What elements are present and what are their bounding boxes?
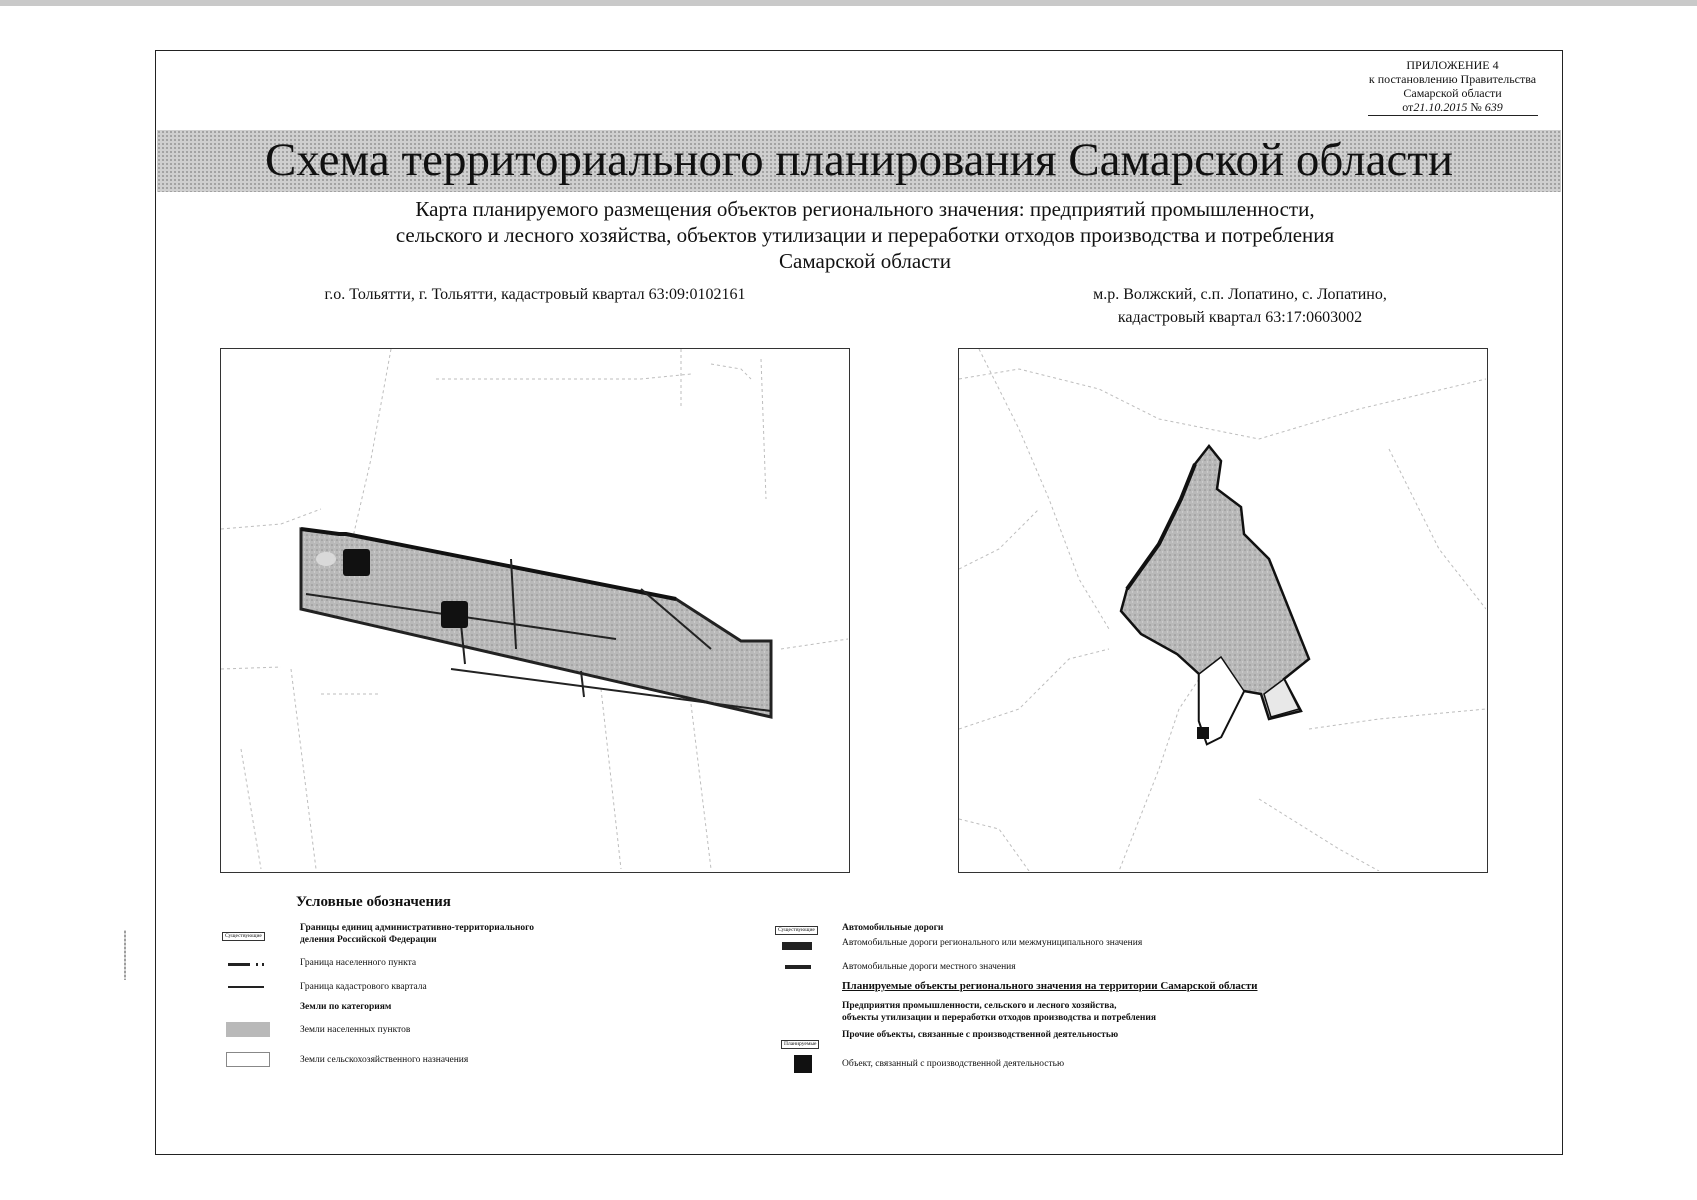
settlement-land-polygon [301,529,771,717]
cadastral-line [1309,709,1486,729]
map-subtitle [300,196,1430,274]
annex-line-2: к постановлению Правительства [1368,72,1537,86]
cadastral-line [781,639,848,649]
cadastral-line [1389,449,1486,609]
legend-admin-boundary-line-2: деления Российской Федерации [300,935,437,945]
subtitle-line-3: Самарской области [779,249,951,273]
legend-regional-roads-swatch [782,942,812,950]
legend-enterprises [842,1000,1156,1024]
settlement-area-tolyatti [301,529,771,717]
cadastral-line [221,509,321,529]
annex-date: 21.10.2015 [1413,100,1468,114]
cadastral-line [1259,799,1379,871]
legend-agricultural-lands: Земли сельскохозяйственного назначения [300,1055,469,1065]
annex-number: 639 [1484,100,1503,114]
cadastral-line [959,649,1109,729]
legend-title: Условные обозначения [296,894,451,910]
location-right-line-1: м.р. Волжский, с.п. Лопатино, с. Лопатино, [1093,286,1387,303]
settlement-area-lopatino [1121,446,1309,744]
subtitle-line-1: Карта планируемого размещения объектов регионального значения: предприятий промышленности, [415,197,1315,221]
cadastral-line [601,689,621,869]
legend-regional-roads: Автомобильные дороги регионального или межмуниципального значения [842,938,1143,948]
legend-settlement-lands-swatch [226,1022,270,1037]
legend-settlement-boundary: Граница населенного пункта [300,958,417,968]
legend-local-roads: Автомобильные дороги местного значения [842,962,1016,972]
annex-line-3: Самарской области [1403,86,1502,100]
cadastral-line [291,669,316,869]
annex-date-line [1340,100,1565,114]
subtitle-line-2: сельского и лесного хозяйства, объектов утилизации и переработки отходов производства и потребления [395,223,1335,247]
cadastral-line [241,749,261,869]
legend-cadastral-boundary-swatch [228,986,264,988]
cadastral-line [711,364,751,379]
location-right-line-2: кадастровый квартал 63:17:0603002 [1117,309,1363,326]
legend-other-objects: Прочие объекты, связанные с производственной деятельностью [842,1030,1119,1040]
annex-signature-rule [1368,115,1538,116]
cadastral-line [761,359,766,499]
production-object-marker [441,601,468,628]
legend-settlement-boundary-dot [262,963,264,966]
legend-production-object: Объект, связанный с производственной деятельностью [842,1059,1065,1069]
annex-number-prefix: № [1470,100,1482,114]
legend-settlement-lands: Земли населенных пунктов [300,1025,411,1035]
document-title: Схема территориального планирования Самарской области [264,134,1454,186]
legend-admin-boundary-line-1: Границы единиц административно-территориального [300,923,534,933]
annex-date-prefix: от [1402,100,1414,114]
location-caption-left: г.о. Тольятти, г. Тольятти, кадастровый квартал 63:09:0102161 [324,286,746,303]
legend-tag-existing-roads: Существующие [775,926,818,935]
legend-admin-boundary [300,922,534,946]
cadastral-line [979,349,1109,629]
legend-production-object-swatch [794,1055,812,1073]
cadastral-line [959,369,1486,439]
annex-header [1340,58,1565,116]
pond-mark [316,552,336,566]
scan-top-edge [0,0,1697,6]
annex-line-1: ПРИЛОЖЕНИЕ 4 [1406,58,1499,72]
cadastral-line [691,704,711,869]
scan-noise [124,930,126,980]
legend-cadastral-boundary: Граница кадастрового квартала [300,982,427,992]
legend-settlement-boundary-swatch [228,963,250,966]
production-object-marker [1197,727,1209,739]
legend-settlement-boundary-dot [256,963,258,966]
legend-planned-header: Планируемые объекты регионального значения на территории Самарской области [842,980,1258,992]
legend-agricultural-lands-swatch [226,1052,270,1067]
cadastral-line [221,667,281,669]
cadastral-line [436,374,691,379]
cadastral-line [959,509,1039,569]
legend-roads-header: Автомобильные дороги [842,923,944,933]
legend-tag-planned: Планируемые [781,1040,819,1049]
legend-local-roads-swatch [785,965,811,969]
legend-enterprises-line-1: Предприятия промышленности, сельского и лесного хозяйства, [842,1001,1117,1011]
cadastral-line [959,819,1029,871]
production-object-marker [343,549,370,576]
map-lopatino-canvas [959,349,1486,871]
map-panel-lopatino[interactable] [958,348,1488,873]
legend-enterprises-line-2: объекты утилизации и переработки отходов производства и потребления [842,1013,1156,1023]
legend-tag-existing: Существующие [222,932,265,941]
legend-land-categories: Земли по категориям [300,1002,392,1012]
map-panel-tolyatti[interactable] [220,348,850,873]
map-tolyatti-canvas [221,349,848,871]
location-caption-right [1010,283,1470,329]
